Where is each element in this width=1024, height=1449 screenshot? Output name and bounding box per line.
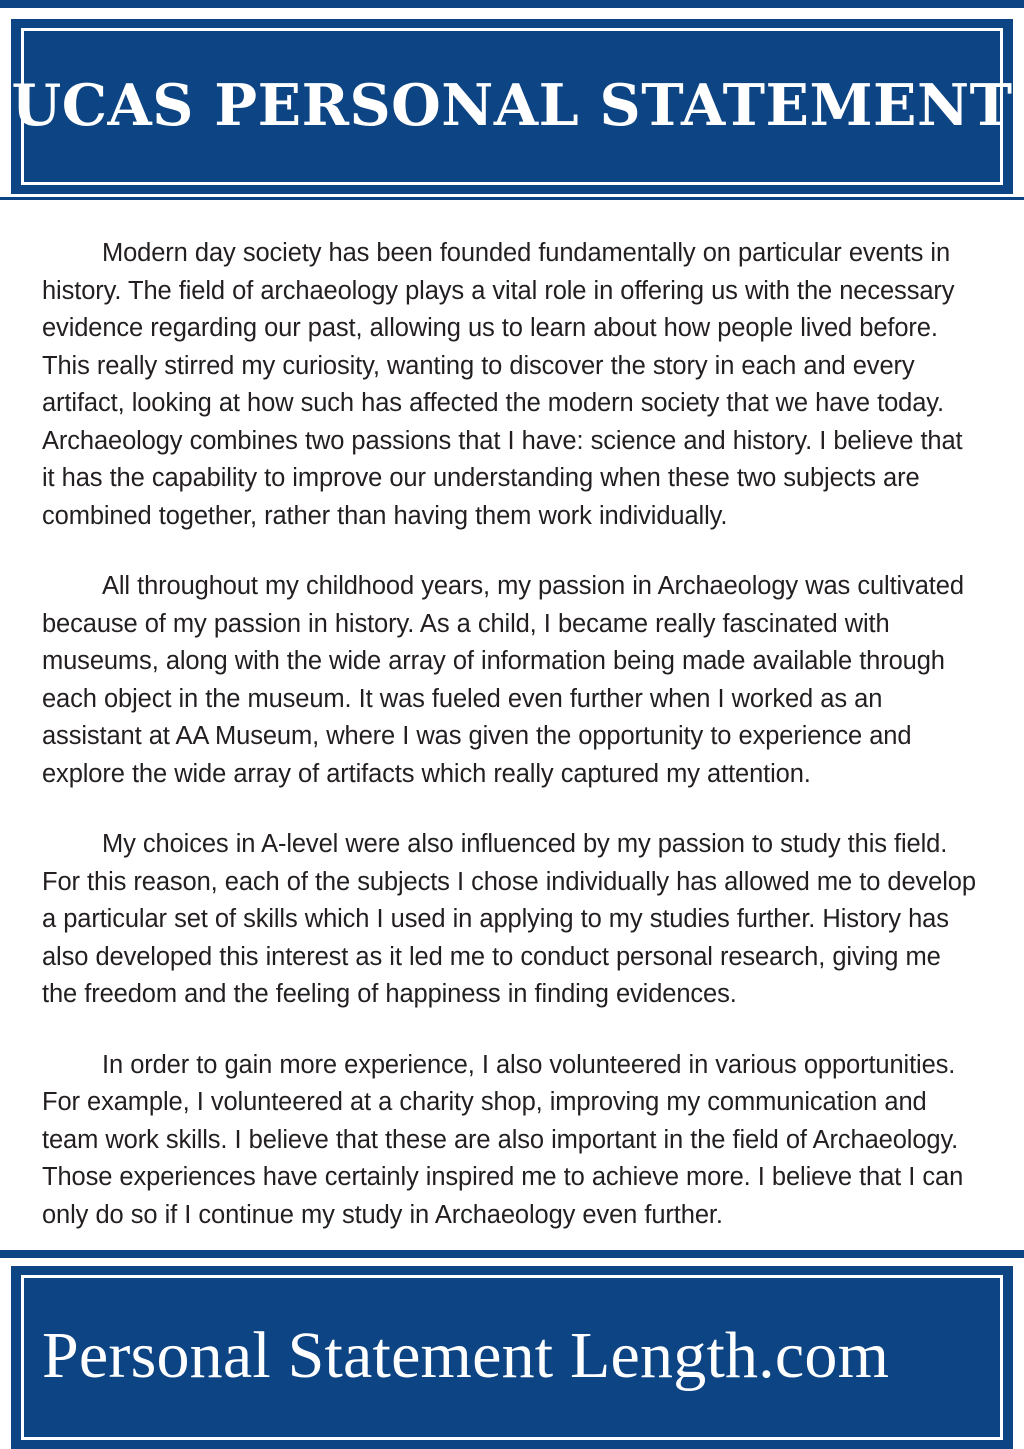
statement-paragraph-2: All throughout my childhood years, my passion in Archaeology was cultivated because of my passion in history. As a child, I became really fascinated with museums, along with the wide array of information being made available through each object in the museum. It was fueled even further when I worked as an assistant at AA Museum, where I was given the opportunity to experience and explore the wide array of artifacts which really captured my attention. [42,572,964,788]
statement-paragraph-4: In order to gain more experience, I also volunteered in various opportunities. For example, I volunteered at a charity shop, improving my communication and team work skills. I believe that these are also important in the field of Archaeology. Those experiences have certainly inspired me to achieve more. I believe that I can only do so if I continue my study in Archaeology even further. [42,1050,964,1229]
statement-paragraph-1: Modern day society has been founded fundamentally on particular events in history. The field of archaeology plays a vital role in offering us with the necessary evidence regarding our past, allowing us to learn about how people lived before. This really stirred my curiosity, wanting to discover the story in each and every artifact, looking at how such has affected the modern society that we have today. Archaeology combines two passions that I have: science and history. I believe that it has the capability to improve our understanding when these two subjects are combined together, rather than having them work individually. [42,239,963,530]
header-outer-gap [0,8,1024,197]
header-banner [0,0,1024,200]
footer-banner [0,1250,1024,1449]
footer-inner-border [21,1275,1003,1440]
site-branding: Personal Statement Length.com [42,1318,890,1392]
header-blue-block [11,19,1013,194]
statement-body [0,200,1024,1250]
footer-top-strip [0,1250,1024,1258]
header-inner-border [11,28,1013,185]
footer-blue-block [11,1266,1013,1449]
page-title: UCAS PERSONAL STATEMENT [11,72,1013,139]
statement-paragraph-3: My choices in A-level were also influenced by my passion to study this field. For this reason, each of the subjects I chose individually has allowed me to develop a particular set of skills which I used in applying to my studies further. History has also developed this interest as it led me to conduct personal research, giving me the freedom and the feeling of happiness in finding evidences. [42,830,976,1008]
